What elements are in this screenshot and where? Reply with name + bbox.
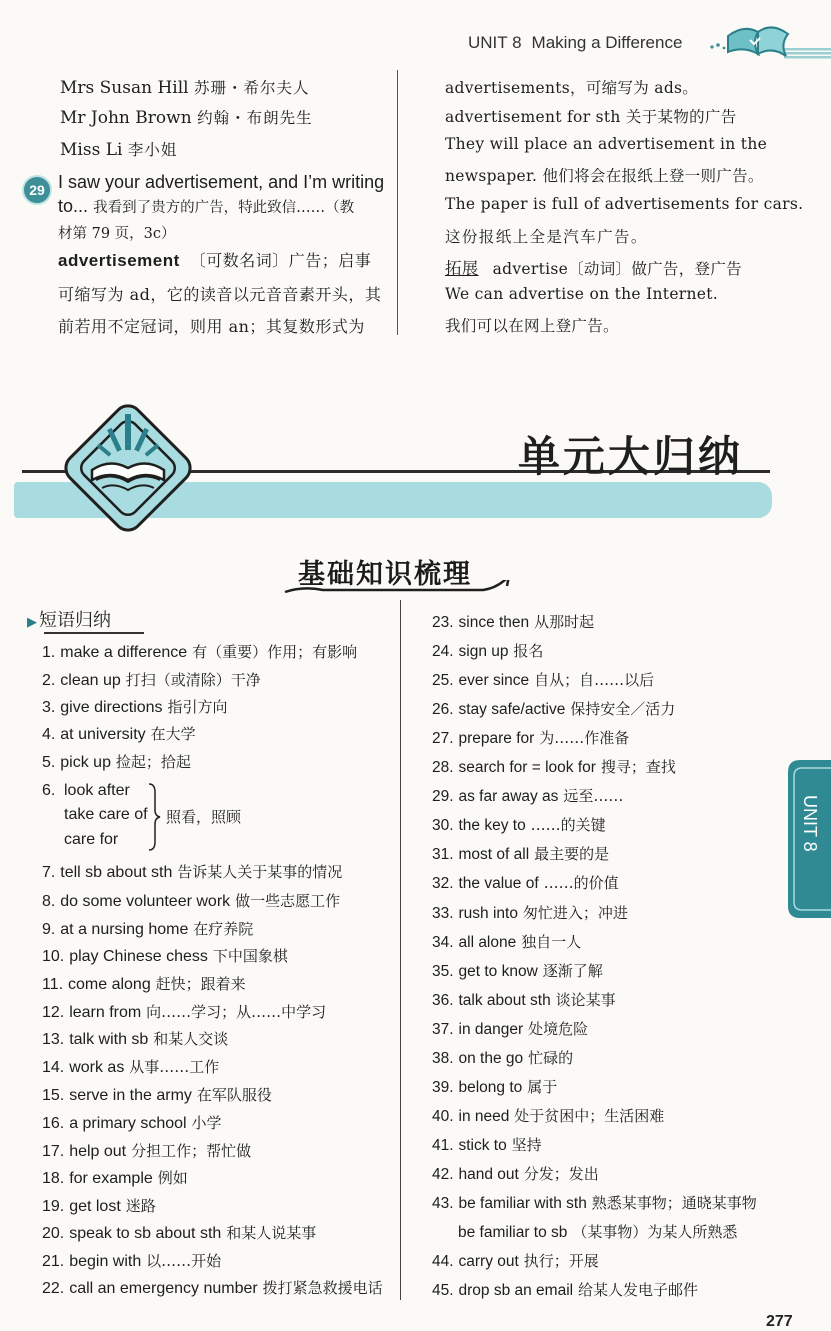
- item-number: 38.: [432, 1050, 454, 1067]
- right-line-4: newspaper. 他们将会在报纸上登一则广告。: [445, 167, 764, 185]
- item-number: 10.: [42, 948, 65, 965]
- textbook-reference: 材第 79 页，3c）: [58, 226, 176, 242]
- phrase-en: all alone: [458, 934, 517, 951]
- item-number: 5.: [42, 754, 56, 771]
- item-number: 16.: [42, 1115, 65, 1132]
- phrase-item: [42, 1112, 222, 1133]
- phrase-item: [42, 1028, 228, 1049]
- phrase-zh: 迷路: [125, 1197, 156, 1215]
- headword-definition: advertisement 〔可数名词〕广告；启事: [58, 251, 372, 270]
- phrase-en: on the go: [458, 1050, 524, 1067]
- phrase-en: stick to: [458, 1137, 507, 1154]
- phrase-en: at university: [60, 726, 146, 743]
- phrase-en: a primary school: [69, 1115, 187, 1132]
- item-number: 19.: [42, 1198, 65, 1215]
- phrase-item: [432, 872, 619, 893]
- phrase-zh: 从事……工作: [129, 1058, 220, 1076]
- phrase-zh: 为……作准备: [539, 729, 630, 747]
- phrase-zh: ……的价值: [543, 874, 619, 892]
- phrase-zh: 在军队服役: [196, 1086, 272, 1104]
- unit-label: UNIT 8: [468, 33, 522, 52]
- phrase-en: be familiar to sb: [458, 1224, 568, 1241]
- phrase-en: care for: [64, 831, 119, 848]
- phrase-zh: 例如: [157, 1169, 188, 1187]
- item-number: 37.: [432, 1021, 454, 1038]
- section-title: 基础知识梳理: [298, 559, 472, 590]
- phrase-item: [432, 1279, 698, 1300]
- phrase-en: speak to sb about sth: [69, 1225, 222, 1242]
- phrase-item: [42, 1195, 156, 1216]
- phrase-zh: 照看，照顾: [166, 808, 242, 826]
- phrase-item: [42, 1167, 188, 1188]
- phrase-item: [432, 1221, 737, 1242]
- right-line-8: We can advertise on the Internet.: [445, 285, 719, 303]
- item-number: 34.: [432, 934, 454, 951]
- phrase-zh: 有（重要）作用；有影响: [192, 643, 358, 661]
- phrase-zh: 远至……: [563, 787, 624, 805]
- phrase-zh: 属于: [527, 1078, 558, 1096]
- expand-label: 拓展: [445, 259, 479, 278]
- item-number: 45.: [432, 1282, 454, 1299]
- phrase-item: [42, 1084, 272, 1105]
- phrase-item: [42, 751, 191, 772]
- phrase-zh: 打扫（或清除）干净: [125, 671, 261, 689]
- phrase-item: [42, 1001, 326, 1022]
- example-sentence: I saw your advertisement, and I’m writing: [58, 172, 385, 192]
- phrase-en: hand out: [458, 1166, 519, 1183]
- phrase-zh: （某事物）为某人所熟悉: [572, 1223, 738, 1241]
- phrase-item: [42, 1222, 316, 1243]
- phrase-item: [432, 1192, 757, 1213]
- phrase-en: come along: [68, 976, 151, 993]
- item-number: 36.: [432, 992, 454, 1009]
- phrase-en: clean up: [60, 672, 121, 689]
- phrase-en: talk about sth: [458, 992, 551, 1009]
- column-divider: [397, 70, 398, 335]
- phrase-en: talk with sb: [69, 1031, 149, 1048]
- phrase-zh: 捡起；拾起: [115, 753, 191, 771]
- phrase-item: [432, 1105, 664, 1126]
- phrase-item: [432, 1018, 588, 1039]
- phrase-zh: 搜寻；查找: [600, 758, 676, 776]
- phrase-zh: 指引方向: [167, 698, 228, 716]
- phrase-item: [42, 669, 261, 690]
- phrase-item: [42, 696, 228, 717]
- item-number: 20.: [42, 1225, 65, 1242]
- item-number: 3.: [42, 699, 56, 716]
- phrase-en: work as: [69, 1059, 125, 1076]
- phrase-en: for example: [69, 1170, 153, 1187]
- phrase-en: ever since: [458, 672, 530, 689]
- item-number: 41.: [432, 1137, 454, 1154]
- phrase-en: be familiar with sth: [458, 1195, 587, 1212]
- item-number: 14.: [42, 1059, 65, 1076]
- phrase-zh: 报名: [513, 642, 544, 660]
- phrase-en: get to know: [458, 963, 538, 980]
- item-number: 23.: [432, 614, 454, 631]
- phrase-zh: 在疗养院: [193, 920, 254, 938]
- item-number: 1.: [42, 644, 56, 661]
- phrase-item: [432, 640, 543, 661]
- phrase-zh: 从那时起: [534, 613, 595, 631]
- definition-line-3: 前若用不定冠词，则用 an；其复数形式为: [58, 317, 365, 336]
- phrase-zh: 处境危险: [528, 1020, 589, 1038]
- phrase-item: [432, 814, 606, 835]
- phrase-item: [432, 843, 609, 864]
- phrase-en: get lost: [69, 1198, 121, 1215]
- phrase-zh: 和某人交谈: [153, 1030, 229, 1048]
- phrase-en: at a nursing home: [60, 921, 189, 938]
- item-number: 25.: [432, 672, 454, 689]
- phrase-item: [432, 931, 581, 952]
- page-number: 277: [766, 1313, 793, 1330]
- phrase-en: learn from: [69, 1004, 142, 1021]
- phrase-item: [42, 861, 342, 882]
- heading-underline: [44, 632, 144, 634]
- right-line-9: 我们可以在网上登广告。: [445, 317, 619, 335]
- item-number: 33.: [432, 905, 454, 922]
- phrase-item: [432, 1047, 573, 1068]
- phrase-item: [432, 727, 629, 748]
- phrase-item: [432, 1250, 599, 1271]
- phrase-item: [432, 1163, 599, 1184]
- phrase-zh: 分担工作；帮忙做: [131, 1142, 252, 1160]
- phrase-item: [432, 960, 603, 981]
- side-tab-label: UNIT 8: [800, 795, 820, 852]
- item-number: 4.: [42, 726, 56, 743]
- phrase-zh: 执行；开展: [523, 1252, 599, 1270]
- item-number: 21.: [42, 1253, 65, 1270]
- banner-title: 单元大归纳: [517, 432, 743, 481]
- phrase-en: make a difference: [60, 644, 188, 661]
- phrase-item: [42, 1250, 221, 1271]
- phrase-en: in danger: [458, 1021, 524, 1038]
- phrase-zh: 处于贫困中；生活困难: [514, 1107, 665, 1125]
- phrase-en: pick up: [60, 754, 111, 771]
- item-number: 6.: [42, 782, 56, 799]
- running-head: [468, 33, 682, 53]
- phrase-zh: 谈论某事: [555, 991, 616, 1009]
- phrase-en: stay safe/active: [458, 701, 566, 718]
- phrase-item: [432, 902, 628, 923]
- phrase-item: [42, 945, 288, 966]
- header-book-icon: [706, 18, 831, 68]
- phrase-item: [432, 989, 616, 1010]
- phrase-en: carry out: [458, 1253, 519, 1270]
- phrase-en: since then: [458, 614, 530, 631]
- item-number: 15.: [42, 1087, 65, 1104]
- example-sentence-cont: to... 我看到了贵方的广告，特此致信……（教: [58, 196, 355, 216]
- phrase-zh: 以……开始: [146, 1252, 222, 1270]
- phrase-zh: 小学: [191, 1114, 222, 1132]
- phrase-item: [42, 1056, 219, 1077]
- phrase-en: serve in the army: [69, 1087, 192, 1104]
- phrase-en: begin with: [69, 1253, 142, 1270]
- item-number: 26.: [432, 701, 454, 718]
- phrase-zh: 最主要的是: [534, 845, 610, 863]
- phrase-en: most of all: [458, 846, 530, 863]
- phrase-zh: 保持安全／活力: [570, 700, 676, 718]
- note-number-badge: 29: [22, 175, 52, 205]
- phrase-item: [432, 611, 594, 632]
- phrase-zh: 忙碌的: [528, 1049, 574, 1067]
- triangle-icon: ▶: [27, 615, 37, 630]
- phrase-zh: ……的关键: [530, 816, 606, 834]
- phrase-item: [432, 1076, 557, 1097]
- phrase-en: help out: [69, 1143, 127, 1160]
- phrases-heading: ▶ 短语归纳: [27, 610, 111, 631]
- phrase-en: tell sb about sth: [60, 864, 173, 881]
- phrase-en: as far away as: [458, 788, 559, 805]
- item-number: 39.: [432, 1079, 454, 1096]
- phrase-zh: 拨打紧急救援电话: [262, 1279, 383, 1297]
- item-number: 24.: [432, 643, 454, 660]
- phrase-zh: 赶快；跟着来: [155, 975, 246, 993]
- item-number: 8.: [42, 893, 56, 910]
- phrase-en: call an emergency number: [69, 1280, 258, 1297]
- phrase-item: [42, 723, 196, 744]
- headword: advertisement: [58, 251, 180, 270]
- phrase-en: rush into: [458, 905, 518, 922]
- phrase-en: play Chinese chess: [69, 948, 208, 965]
- item-number: 22.: [42, 1280, 65, 1297]
- item-number: 43.: [432, 1195, 454, 1212]
- phrase-item: [42, 918, 253, 939]
- phrase-item: [432, 756, 676, 777]
- phrase-en: drop sb an email: [458, 1282, 574, 1299]
- phrase-item: [42, 1277, 383, 1298]
- right-line-5: The paper is full of advertisements for cars.: [445, 195, 804, 213]
- unit-title: Making a Difference: [531, 33, 683, 52]
- item-number: 42.: [432, 1166, 454, 1183]
- phrase-en: look after: [64, 782, 130, 799]
- item-number: 44.: [432, 1253, 454, 1270]
- name-line-2: Mr John Brown 约翰・布朗先生: [60, 108, 313, 128]
- phrase-en: belong to: [458, 1079, 523, 1096]
- phrase-en: do some volunteer work: [60, 893, 231, 910]
- expand-line: 拓展 advertise〔动词〕做广告，登广告: [445, 255, 742, 279]
- item-number: 28.: [432, 759, 454, 776]
- phrase-en: prepare for: [458, 730, 535, 747]
- phrase-en: take care of: [64, 806, 148, 823]
- arrow-icon: [283, 580, 513, 598]
- phrase-item: [42, 890, 340, 911]
- item-number: 27.: [432, 730, 454, 747]
- phrase-item-group: [42, 780, 302, 856]
- right-line-3: They will place an advertisement in the: [445, 135, 768, 153]
- right-line-2: advertisement for sth 关于某物的广告: [445, 108, 737, 126]
- item-number: 31.: [432, 846, 454, 863]
- item-number: 32.: [432, 875, 454, 892]
- brace-icon: [147, 782, 161, 852]
- item-number: 13.: [42, 1031, 65, 1048]
- phrase-zh: 和某人说某事: [226, 1224, 317, 1242]
- phrase-zh: 独自一人: [521, 933, 582, 951]
- phrase-item: [432, 669, 654, 690]
- phrase-en: give directions: [60, 699, 163, 716]
- phrase-zh: 下中国象棋: [212, 947, 288, 965]
- item-number: 40.: [432, 1108, 454, 1125]
- item-number: 9.: [42, 921, 56, 938]
- item-number: 29.: [432, 788, 454, 805]
- phrase-zh: 逐渐了解: [542, 962, 603, 980]
- item-number: 35.: [432, 963, 454, 980]
- book-emblem-icon: [48, 388, 208, 548]
- item-number: 30.: [432, 817, 454, 834]
- phrase-zh: 坚持: [511, 1136, 542, 1154]
- item-number: 18.: [42, 1170, 65, 1187]
- phrase-en: the value of: [458, 875, 539, 892]
- phrase-zh: 分发；发出: [523, 1165, 599, 1183]
- phrase-zh: 给某人发电子邮件: [578, 1281, 699, 1299]
- phrase-en: in need: [458, 1108, 510, 1125]
- item-number: 11.: [42, 976, 64, 993]
- phrase-item: [42, 641, 357, 662]
- phrase-zh: 匆忙进入；冲进: [522, 904, 628, 922]
- phrase-zh: 熟悉某事物；通晓某事物: [591, 1194, 757, 1212]
- right-line-1: advertisements，可缩写为 ads。: [445, 79, 699, 97]
- phrase-zh: 在大学: [150, 725, 196, 743]
- phrase-en: search for = look for: [458, 759, 596, 776]
- phrase-zh: 向……学习；从……中学习: [146, 1003, 327, 1021]
- right-line-6: 这份报纸上全是汽车广告。: [445, 228, 648, 246]
- item-number: 2.: [42, 672, 56, 689]
- phrase-zh: 做一些志愿工作: [235, 892, 341, 910]
- phrase-item: [42, 973, 246, 994]
- phrase-item: [432, 698, 675, 719]
- item-number: 17.: [42, 1143, 65, 1160]
- phrase-zh: 自从；自……以后: [534, 671, 655, 689]
- phrase-item: [432, 785, 623, 806]
- phrase-item: [42, 1140, 251, 1161]
- definition-line-2: 可缩写为 ad，它的读音以元音音素开头，其: [58, 285, 382, 304]
- name-line-3: Miss Li 李小姐: [60, 140, 178, 160]
- phrase-item: [432, 1134, 542, 1155]
- phrase-en: sign up: [458, 643, 509, 660]
- column-divider: [400, 600, 401, 1300]
- name-line-1: Mrs Susan Hill 苏珊・希尔夫人: [60, 78, 310, 98]
- phrase-en: the key to: [458, 817, 526, 834]
- item-number: 7.: [42, 864, 56, 881]
- phrase-zh: 告诉某人关于某事的情况: [177, 863, 343, 881]
- item-number: 12.: [42, 1004, 65, 1021]
